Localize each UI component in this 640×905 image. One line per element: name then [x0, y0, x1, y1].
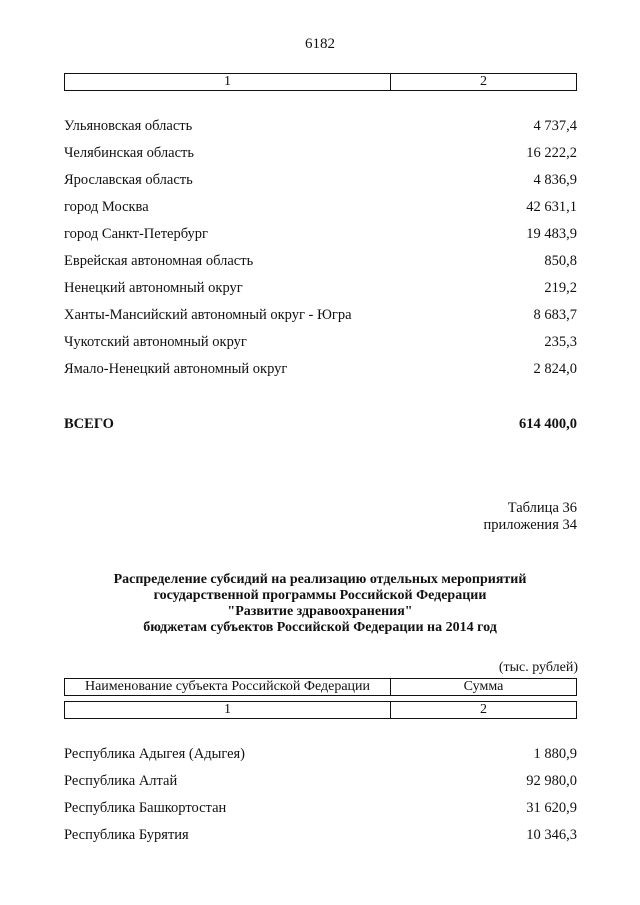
table1-header-col1: 1 — [65, 74, 391, 90]
table1-row — [64, 305, 577, 325]
table-title — [0, 572, 640, 636]
appendix-number: приложения 34 — [483, 517, 577, 533]
table-number: Таблица 36 — [507, 500, 577, 516]
table1-row — [64, 170, 577, 190]
region-name: Чукотский автономный округ — [64, 334, 247, 350]
table2-number-col2: 2 — [480, 702, 487, 717]
table1-row — [64, 332, 577, 352]
region-name: Челябинская область — [64, 145, 194, 161]
page-number: 6182 — [305, 36, 335, 52]
title-line: Распределение субсидий на реализацию отдельных мероприятий — [113, 572, 527, 587]
total-value: 614 400,0 — [519, 416, 577, 432]
region-value: 10 346,3 — [526, 827, 577, 843]
region-value: 4 737,4 — [533, 118, 577, 134]
region-name: Республика Башкортостан — [64, 800, 227, 816]
region-name: Ханты-Мансийский автономный округ - Югра — [64, 307, 352, 323]
title-line: бюджетам субъектов Российской Федерации на 2014 год — [143, 620, 497, 635]
table1-row — [64, 278, 577, 298]
table2-numbers — [64, 701, 577, 719]
table1-header — [64, 73, 577, 91]
title-line: "Развитие здравоохранения" — [227, 604, 413, 619]
table1-header-col2: 2 — [480, 74, 487, 89]
region-name: город Санкт-Петербург — [64, 226, 209, 242]
table1-row — [64, 143, 577, 163]
region-name: Еврейская автономная область — [64, 253, 254, 269]
region-name: Ярославская область — [64, 172, 193, 188]
region-value: 4 836,9 — [533, 172, 577, 188]
table1-row — [64, 359, 577, 379]
table2-row — [64, 771, 577, 791]
region-value: 2 824,0 — [533, 361, 577, 377]
table1-row — [64, 116, 577, 136]
total-label: ВСЕГО — [64, 416, 114, 432]
region-value: 1 880,9 — [533, 746, 577, 762]
region-value: 19 483,9 — [526, 226, 577, 242]
region-name: город Москва — [64, 199, 149, 215]
region-value: 16 222,2 — [526, 145, 577, 161]
units-note: (тыс. рублей) — [498, 660, 578, 675]
table2-header — [64, 678, 577, 696]
region-value: 850,8 — [544, 253, 577, 269]
table1-row — [64, 224, 577, 244]
table2-row — [64, 744, 577, 764]
table2-row — [64, 798, 577, 818]
region-value: 92 980,0 — [526, 773, 577, 789]
region-name: Ямало-Ненецкий автономный округ — [64, 361, 288, 377]
region-value: 31 620,9 — [526, 800, 577, 816]
table-reference — [484, 500, 577, 534]
table2-header-col2: Сумма — [463, 679, 504, 694]
table1-row — [64, 251, 577, 271]
table1-row — [64, 197, 577, 217]
table2-row — [64, 825, 577, 845]
region-name: Республика Адыгея (Адыгея) — [64, 746, 246, 762]
region-value: 235,3 — [544, 334, 577, 350]
table2-number-col1: 1 — [65, 702, 391, 718]
region-name: Ненецкий автономный округ — [64, 280, 243, 296]
table2-header-col1: Наименование субъекта Российской Федерации — [65, 679, 391, 695]
region-name: Республика Алтай — [64, 773, 178, 789]
region-value: 42 631,1 — [526, 199, 577, 215]
region-value: 219,2 — [544, 280, 577, 296]
table1-total-row — [64, 414, 577, 434]
region-name: Ульяновская область — [64, 118, 193, 134]
region-value: 8 683,7 — [533, 307, 577, 323]
region-name: Республика Бурятия — [64, 827, 189, 843]
title-line: государственной программы Российской Федерации — [153, 588, 487, 603]
